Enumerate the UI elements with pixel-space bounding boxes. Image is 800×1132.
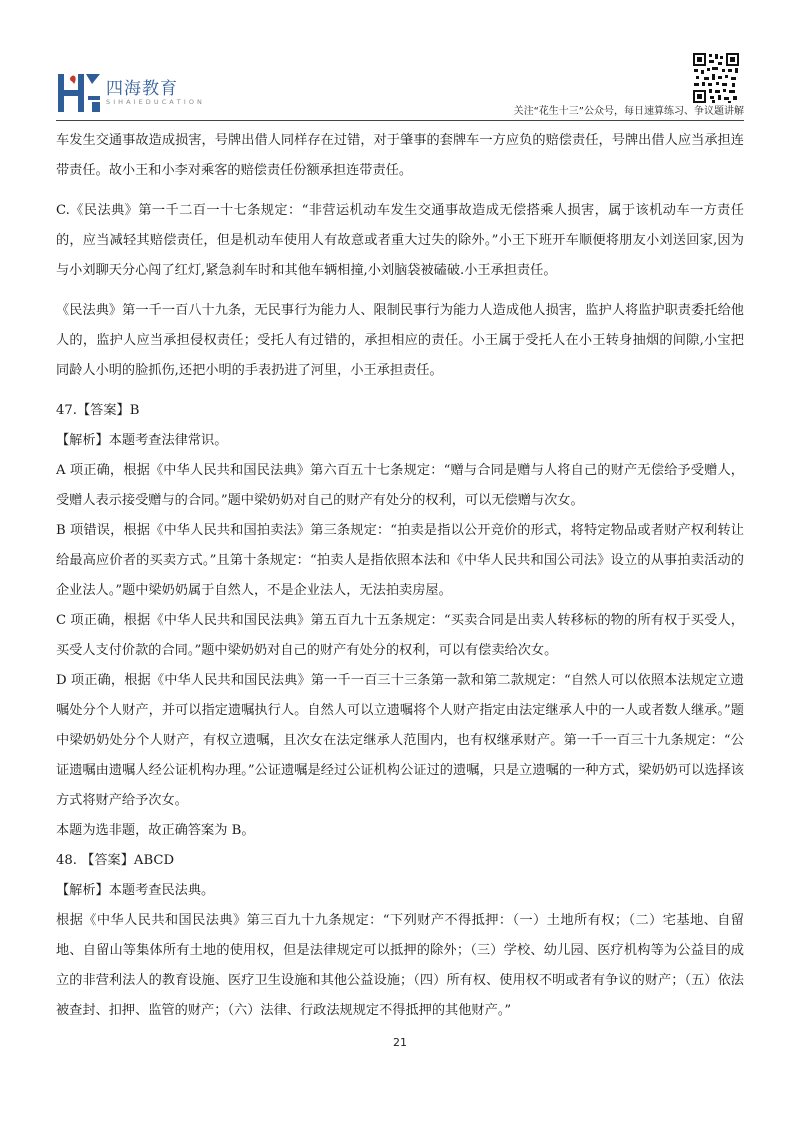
analysis-47-option-c: C 项正确，根据《中华人民共和国民法典》第五百九十五条规定：“买卖合同是出卖人转移标的物的所有权于买受人，买受人支付价款的合同。”题中梁奶奶对自己的财产有处分的权利，可以有偿卖给次女。 <box>56 613 744 658</box>
brand-name: 四海教育 <box>106 79 178 99</box>
analysis-47-option-d: D 项正确，根据《中华人民共和国民法典》第一千一百三十三条第一款和第二款规定：“自然人可以依照本法规定立遗嘱处分个人财产，并可以指定遗嘱执行人。自然人可以立遗嘱将个人财产指定由法定继承人中的一人或者数人继承。”题中梁奶奶处分个人财产，有权立遗嘱，且次女在法定继承人范围内，也有权继承财产。第一千一百三十九条规定：“公证遗嘱由遗嘱人经公证机构办理。”公证遗嘱是经过公证机构公证过的遗嘱，只是立遗嘱的一种方式，梁奶奶可以选择该方式将财产给予次女。 <box>56 673 744 808</box>
page-body <box>56 126 744 1026</box>
brand-logo <box>56 70 256 116</box>
analysis-48-body: 根据《中华人民共和国民法典》第三百九十九条规定：“下列财产不得抵押：（一）土地所有权；（二）宅基地、自留地、自留山等集体所有土地的使用权，但是法律规定可以抵押的除外；（三）学校、幼儿园、医疗机构等为公益目的成立的非营利法人的教育设施、医疗卫生设施和其他公益设施；（四）所有权、使用权不明或者有争议的财产；（五）依法被查封、扣押、监管的财产；（六）法律、行政法规规定不得抵押的其他财产。” <box>56 913 744 1018</box>
page-number: 21 <box>393 1036 407 1049</box>
header-divider <box>56 120 744 121</box>
analysis-47-option-a: A 项正确，根据《中华人民共和国民法典》第六百五十七条规定：“赠与合同是赠与人将自己的财产无偿给予受赠人，受赠人表示接受赠与的合同。”题中梁奶奶对自己的财产有处分的权利，可以无偿赠与次女。 <box>56 463 744 508</box>
paragraph-option-c: C.《民法典》第一千二百一十七条规定：“非营运机动车发生交通事故造成无偿搭乘人损害，属于该机动车一方责任的，应当减轻其赔偿责任，但是机动车使用人有故意或者重大过失的除外。”小王下班开车顺便将朋友小刘送回家,因为与小刘聊天分心闯了红灯,紧急刹车时和其他车辆相撞,小刘脑袋被磕破.小王承担责任。 <box>56 203 744 278</box>
brand-logo-icon <box>56 70 102 116</box>
paragraph-continuation: 车发生交通事故造成损害，号牌出借人同样存在过错，对于肇事的套牌车一方应负的赔偿责任，号牌出借人应当承担连带责任。故小王和小李对乘客的赔偿责任份额承担连带责任。 <box>56 133 744 178</box>
header-tagline: 关注“花生十三”公众号，每日速算练习、争议题讲解 <box>513 106 744 117</box>
brand-subtitle: S I H A I E D U C A T I O N <box>106 98 203 106</box>
analysis-48-heading: 【解析】本题考查民法典。 <box>56 883 215 898</box>
analysis-47-option-b: B 项错误，根据《中华人民共和国拍卖法》第三条规定：“拍卖是指以公开竞价的形式，将特定物品或者财产权利转让给最高应价者的买卖方式。”且第十条规定：“拍卖人是指依照本法和《中华人民共和国公司法》设立的从事拍卖活动的企业法人。”题中梁奶奶属于自然人，不是企业法人，无法拍卖房屋。 <box>56 523 744 598</box>
qr-code-icon <box>692 52 740 104</box>
analysis-47-conclusion: 本题为选非题，故正确答案为 B。 <box>56 823 255 838</box>
analysis-47-heading: 【解析】本题考查法律常识。 <box>56 433 228 448</box>
answer-47: 47.【答案】B <box>56 403 140 418</box>
answer-48: 48. 【答案】ABCD <box>56 853 175 868</box>
page-header <box>56 52 744 118</box>
paragraph-article-1189: 《民法典》第一千一百八十九条，无民事行为能力人、限制民事行为能力人造成他人损害，监护人将监护职责委托给他人的，监护人应当承担侵权责任；受托人有过错的，承担相应的责任。小王属于受托人在小王转身抽烟的间隙,小宝把同龄人小明的脸抓伤,还把小明的手表扔进了河里，小王承担责任。 <box>56 303 744 378</box>
